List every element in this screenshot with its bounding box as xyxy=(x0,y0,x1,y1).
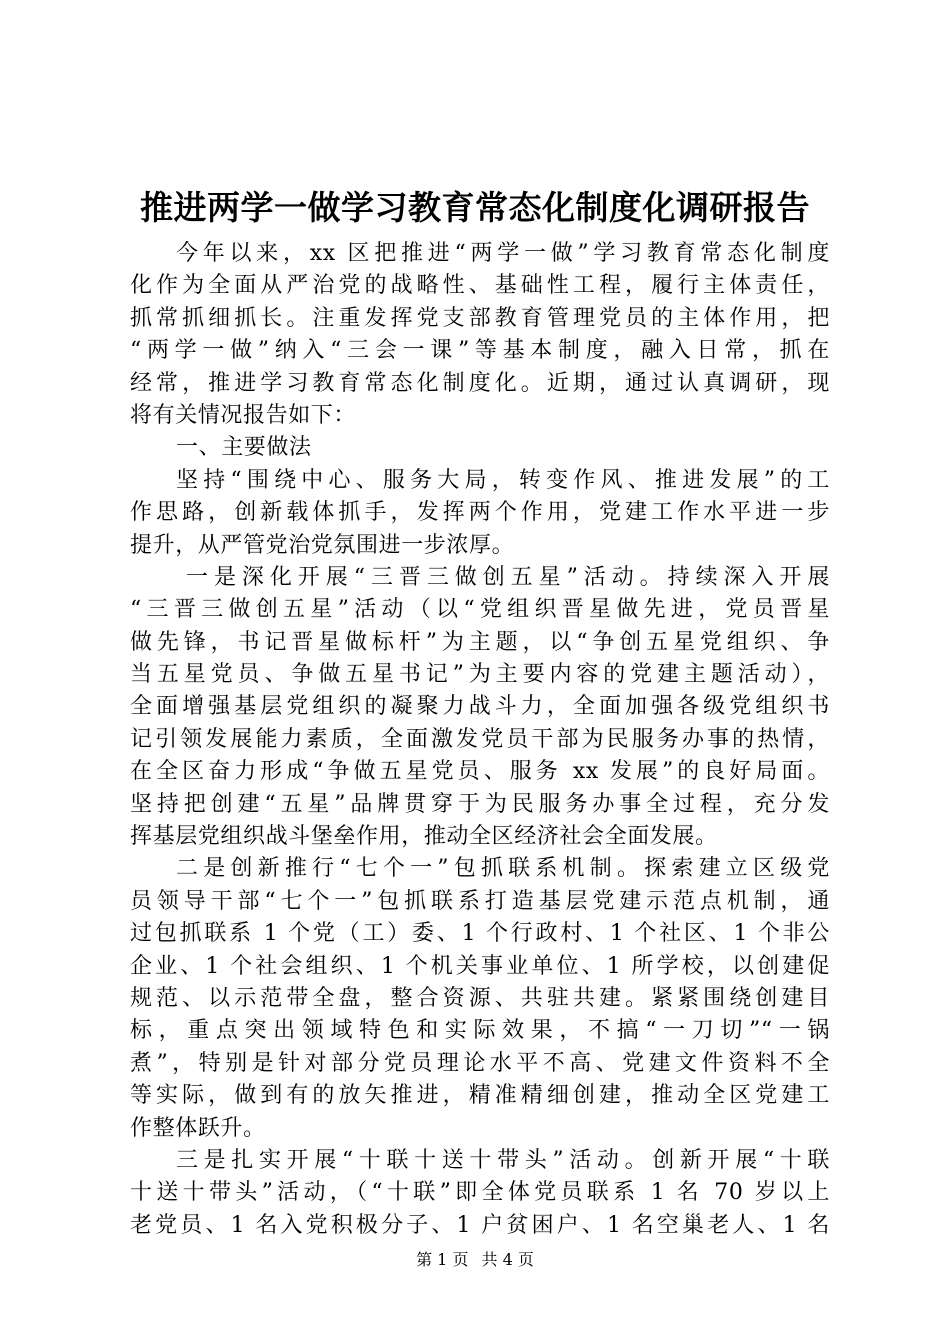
paragraph-line: 将有关情况报告如下： xyxy=(130,402,357,428)
paragraph-line: 在全区奋力形成“争做五星党员、服务 xx 发展”的良好局面。 xyxy=(130,759,830,785)
page-total: 共 4 页 xyxy=(481,1250,534,1269)
paragraph-line: 二是创新推行“七个一”包抓联系机制。探索建立区级党 xyxy=(176,856,830,882)
paragraph-line: 坚持把创建“五星”品牌贯穿于为民服务办事全过程，充分发 xyxy=(130,791,830,817)
paragraph-line: 今年以来，xx 区把推进“两学一做”学习教育常态化制度 xyxy=(176,241,830,266)
paragraph-line: 等实际，做到有的放矢推进，精准精细创建，推动全区党建工 xyxy=(130,1083,830,1109)
section-heading: 一、主要做法 xyxy=(176,435,312,461)
paragraph-line: 煮”，特别是针对部分党员理论水平不高、党建文件资料不全 xyxy=(130,1050,830,1076)
paragraph-line: 当五星党员、争做五星书记”为主要内容的党建主题活动）， xyxy=(130,662,830,688)
paragraph-line: 抓常抓细抓长。注重发挥党支部教育管理党员的主体作用，把 xyxy=(130,305,830,331)
page-footer xyxy=(0,1248,950,1272)
paragraph-line: 经常，推进学习教育常态化制度化。近期，通过认真调研，现 xyxy=(130,370,830,396)
paragraph-line: 老党员、1 名入党积极分子、1 户贫困户、1 名空巢老人、1 名 xyxy=(130,1212,830,1238)
paragraph-line: 一是深化开展“三晋三做创五星”活动。持续深入开展 xyxy=(186,564,830,590)
paragraph-line: 坚持“围绕中心、服务大局，转变作风、推进发展”的工 xyxy=(176,467,830,493)
paragraph-line: 十送十带头”活动，（“十联”即全体党员联系 1 名 70 岁以上 xyxy=(130,1180,830,1206)
paragraph-line: 全面增强基层党组织的凝聚力战斗力，全面加强各级党组织书 xyxy=(130,694,830,720)
paragraph-line: 作整体跃升。 xyxy=(130,1115,266,1141)
paragraph-line: 三是扎实开展“十联十送十带头”活动。创新开展“十联 xyxy=(176,1147,830,1173)
paragraph-line: 作思路，创新载体抓手，发挥两个作用，党建工作水平进一步 xyxy=(130,500,830,526)
paragraph-line: 挥基层党组织战斗堡垒作用，推动全区经济社会全面发展。 xyxy=(130,824,718,850)
paragraph-line: “两学一做”纳入“三会一课”等基本制度，融入日常，抓在 xyxy=(130,338,830,364)
paragraph-line: 企业、1 个社会组织、1 个机关事业单位、1 所学校，以创建促 xyxy=(130,953,830,979)
paragraph-line: 员领导干部“七个一”包抓联系打造基层党建示范点机制，通 xyxy=(130,888,830,914)
paragraph-line: 提升，从严管党治党氛围进一步浓厚。 xyxy=(130,532,515,558)
paragraph-line: 标，重点突出领域特色和实际效果，不搞“一刀切”“一锅 xyxy=(130,1018,830,1044)
paragraph-line: 过包抓联系 1 个党（工）委、1 个行政村、1 个社区、1 个非公 xyxy=(130,921,830,947)
document-body xyxy=(130,238,830,1242)
paragraph-line: “三晋三做创五星”活动（以“党组织晋星做先进，党员晋星 xyxy=(130,597,830,623)
paragraph-line: 规范、以示范带全盘，整合资源、共驻共建。紧紧围绕创建目 xyxy=(130,985,830,1011)
paragraph-line: 化作为全面从严治党的战略性、基础性工程，履行主体责任， xyxy=(130,273,830,299)
paragraph-line: 记引领发展能力素质，全面激发党员干部为民服务办事的热情， xyxy=(130,726,830,752)
page-number: 第 1 页 xyxy=(416,1250,469,1269)
document-title: 推进两学一做学习教育常态化制度化调研报告 xyxy=(140,188,810,227)
paragraph-line: 做先锋，书记晋星做标杆”为主题，以“争创五星党组织、争 xyxy=(130,629,830,655)
